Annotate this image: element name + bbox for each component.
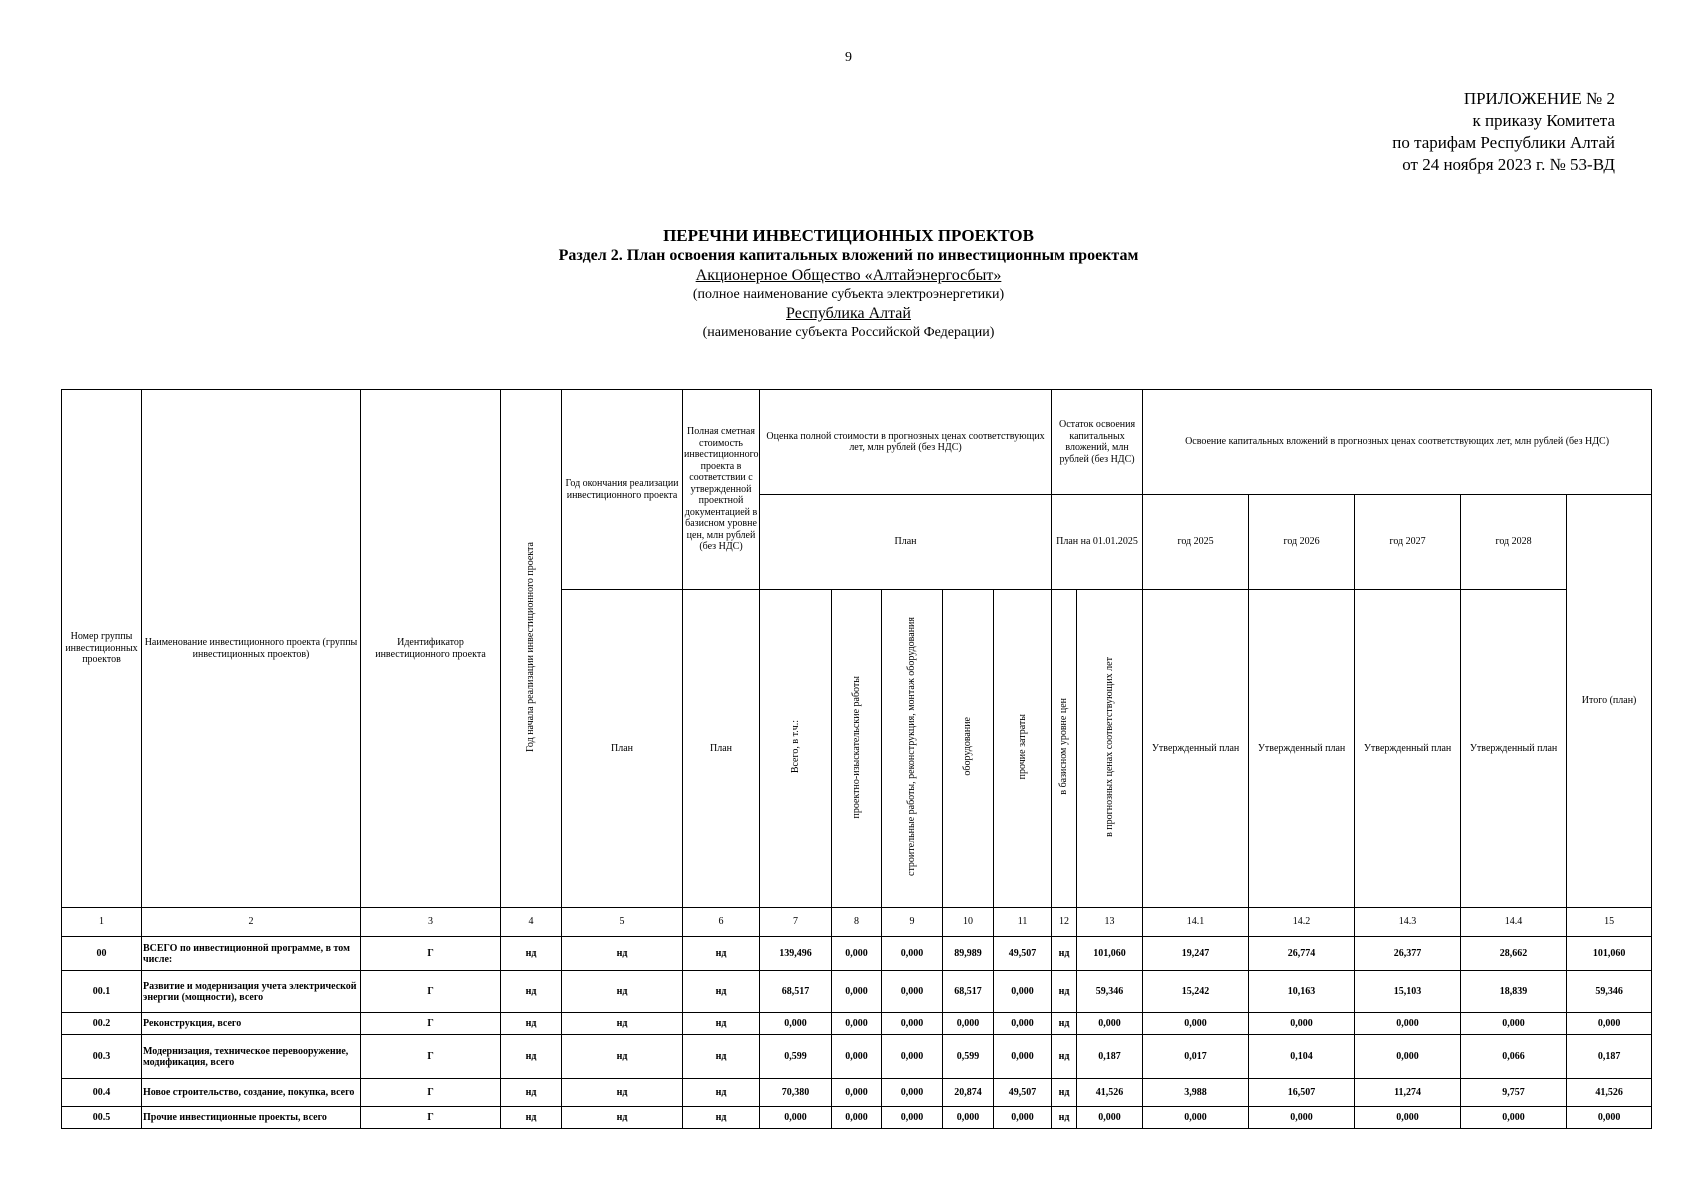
table-cell: 49,507 bbox=[994, 1079, 1052, 1107]
table-cell: 0,000 bbox=[943, 1013, 994, 1035]
table-cell: 26,377 bbox=[1355, 937, 1461, 971]
column-number-cell: 9 bbox=[882, 908, 943, 937]
table-cell: 139,496 bbox=[760, 937, 832, 971]
table-cell: Г bbox=[361, 1035, 501, 1079]
column-number-cell: 2 bbox=[142, 908, 361, 937]
table-cell: нд bbox=[683, 1079, 760, 1107]
header-identifier: Идентификатор инвестиционного проекта bbox=[361, 390, 501, 908]
header-year-2028: год 2028 bbox=[1461, 495, 1567, 590]
table-cell: нд bbox=[1052, 937, 1077, 971]
table-row bbox=[62, 1035, 1652, 1079]
appendix-line-2: к приказу Комитета bbox=[1472, 111, 1615, 130]
table-cell: 0,000 bbox=[882, 1035, 943, 1079]
table-row bbox=[62, 937, 1652, 971]
table-cell: 0,000 bbox=[1249, 1013, 1355, 1035]
table-cell: 70,380 bbox=[760, 1079, 832, 1107]
header-total-incl bbox=[760, 590, 832, 908]
header-year-2027: год 2027 bbox=[1355, 495, 1461, 590]
table-cell: нд bbox=[683, 971, 760, 1013]
table-cell: 19,247 bbox=[1143, 937, 1249, 971]
table-cell: нд bbox=[1052, 1035, 1077, 1079]
column-numbers bbox=[62, 908, 1652, 937]
table-cell: нд bbox=[501, 1013, 562, 1035]
table-cell: 59,346 bbox=[1567, 971, 1652, 1013]
table-cell: 0,187 bbox=[1567, 1035, 1652, 1079]
table-cell: 10,163 bbox=[1249, 971, 1355, 1013]
column-number-cell: 6 bbox=[683, 908, 760, 937]
table-cell: 0,000 bbox=[994, 1013, 1052, 1035]
table-row bbox=[62, 1079, 1652, 1107]
header-estimate: Оценка полной стоимости в прогнозных ценах соответствующих лет, млн рублей (без НДС) bbox=[760, 390, 1052, 495]
table-cell: нд bbox=[1052, 1079, 1077, 1107]
table-cell: 0,599 bbox=[760, 1035, 832, 1079]
row-number-cell: 00.5 bbox=[62, 1107, 142, 1129]
header-approved-2026: Утвержденный план bbox=[1249, 590, 1355, 908]
header-full-cost: Полная сметная стоимость инвестиционного проекта в соответствии с утвержденной проектной документацией в базисном уровне цен, млн рублей (без НДС) bbox=[683, 390, 760, 590]
table-cell: Г bbox=[361, 1013, 501, 1035]
document-subtitle: Раздел 2. План освоения капитальных вложений по инвестиционным проектам bbox=[558, 247, 1139, 264]
table-cell: Г bbox=[361, 937, 501, 971]
table-cell: 0,000 bbox=[882, 937, 943, 971]
header-approved-2025: Утвержденный план bbox=[1143, 590, 1249, 908]
table-cell: нд bbox=[1052, 1013, 1077, 1035]
table-cell: 101,060 bbox=[1567, 937, 1652, 971]
header-group-number: Номер группы инвестиционных проектов bbox=[62, 390, 142, 908]
header-construction bbox=[882, 590, 943, 908]
column-number-row bbox=[62, 908, 1652, 937]
header-forecast-prices bbox=[1077, 590, 1143, 908]
table-cell: 68,517 bbox=[760, 971, 832, 1013]
table-cell: 59,346 bbox=[1077, 971, 1143, 1013]
row-name-cell: Новое строительство, создание, покупка, всего bbox=[142, 1079, 361, 1107]
header-year-2025: год 2025 bbox=[1143, 495, 1249, 590]
table-cell: 101,060 bbox=[1077, 937, 1143, 971]
table-cell: нд bbox=[562, 1035, 683, 1079]
header-full-cost-plan: План bbox=[683, 590, 760, 908]
table-cell: 0,000 bbox=[1143, 1013, 1249, 1035]
table-cell: 20,874 bbox=[943, 1079, 994, 1107]
table-cell: 0,000 bbox=[832, 937, 882, 971]
header-remainder: Остаток освоения капитальных вложений, млн рублей (без НДС) bbox=[1052, 390, 1143, 495]
table-cell: нд bbox=[683, 937, 760, 971]
table-cell: 0,017 bbox=[1143, 1035, 1249, 1079]
appendix-line-3: по тарифам Республики Алтай bbox=[1392, 133, 1615, 152]
table-cell: 0,187 bbox=[1077, 1035, 1143, 1079]
table-cell: 0,000 bbox=[760, 1013, 832, 1035]
table-cell: нд bbox=[683, 1107, 760, 1129]
table-cell: 0,000 bbox=[1077, 1107, 1143, 1129]
header-end-year-plan: План bbox=[562, 590, 683, 908]
table-cell: 0,066 bbox=[1461, 1035, 1567, 1079]
table-cell: нд bbox=[1052, 1107, 1077, 1129]
table-cell: 0,000 bbox=[760, 1107, 832, 1129]
table-cell: 0,000 bbox=[1249, 1107, 1355, 1129]
table-cell: Г bbox=[361, 1107, 501, 1129]
table-cell: 26,774 bbox=[1249, 937, 1355, 971]
table-cell: 0,000 bbox=[1355, 1107, 1461, 1129]
table-cell: нд bbox=[562, 1107, 683, 1129]
row-name-cell: Модернизация, техническое перевооружение, модификация, всего bbox=[142, 1035, 361, 1079]
row-name-cell: ВСЕГО по инвестиционной программе, в том числе: bbox=[142, 937, 361, 971]
table-row bbox=[62, 1013, 1652, 1035]
table-cell: 18,839 bbox=[1461, 971, 1567, 1013]
header-survey bbox=[832, 590, 882, 908]
column-number-cell: 3 bbox=[361, 908, 501, 937]
table-cell: нд bbox=[562, 971, 683, 1013]
header-base-prices bbox=[1052, 590, 1077, 908]
document-header bbox=[0, 226, 1697, 342]
header-year-2026: год 2026 bbox=[1249, 495, 1355, 590]
column-number-cell: 14.1 bbox=[1143, 908, 1249, 937]
region-note: (наименование субъекта Российской Федерации) bbox=[702, 325, 995, 340]
table-cell: нд bbox=[683, 1035, 760, 1079]
table-cell: 0,000 bbox=[1355, 1035, 1461, 1079]
header-start-year-text: Год начала реализации инвестиционного проекта bbox=[525, 541, 537, 752]
table-cell: нд bbox=[501, 1079, 562, 1107]
table-cell: 49,507 bbox=[994, 937, 1052, 971]
appendix-line-4: от 24 ноября 2023 г. № 53-ВД bbox=[1402, 155, 1615, 174]
table-cell: 0,000 bbox=[832, 1079, 882, 1107]
table-cell: 0,000 bbox=[832, 1013, 882, 1035]
row-number-cell: 00.2 bbox=[62, 1013, 142, 1035]
table-cell: 0,000 bbox=[1567, 1013, 1652, 1035]
table-cell: нд bbox=[683, 1013, 760, 1035]
table-row bbox=[62, 971, 1652, 1013]
header-base-prices-text: в базисном уровне цен bbox=[1058, 698, 1070, 796]
column-number-cell: 13 bbox=[1077, 908, 1143, 937]
table-cell: нд bbox=[501, 1035, 562, 1079]
table-cell: 0,000 bbox=[994, 1035, 1052, 1079]
table-cell: 41,526 bbox=[1567, 1079, 1652, 1107]
table-cell: 0,000 bbox=[832, 1107, 882, 1129]
table-cell: 68,517 bbox=[943, 971, 994, 1013]
table-cell: 0,000 bbox=[1355, 1013, 1461, 1035]
header-approved-2028: Утвержденный план bbox=[1461, 590, 1567, 908]
header-other bbox=[994, 590, 1052, 908]
table-cell: 0,000 bbox=[832, 1035, 882, 1079]
table-cell: Г bbox=[361, 971, 501, 1013]
table-cell: 89,989 bbox=[943, 937, 994, 971]
investment-table bbox=[61, 389, 1652, 1129]
table-cell: 0,104 bbox=[1249, 1035, 1355, 1079]
table-cell: нд bbox=[501, 971, 562, 1013]
header-start-year bbox=[501, 390, 562, 908]
row-name-cell: Реконструкция, всего bbox=[142, 1013, 361, 1035]
table-cell: 0,000 bbox=[994, 971, 1052, 1013]
table-cell: 41,526 bbox=[1077, 1079, 1143, 1107]
column-number-cell: 14.2 bbox=[1249, 908, 1355, 937]
column-number-cell: 5 bbox=[562, 908, 683, 937]
table-cell: 0,000 bbox=[1143, 1107, 1249, 1129]
column-number-cell: 10 bbox=[943, 908, 994, 937]
column-number-cell: 14.3 bbox=[1355, 908, 1461, 937]
table-cell: нд bbox=[562, 1013, 683, 1035]
header-estimate-plan: План bbox=[760, 495, 1052, 590]
header-approved-2027: Утвержденный план bbox=[1355, 590, 1461, 908]
header-equipment bbox=[943, 590, 994, 908]
table-cell: нд bbox=[501, 937, 562, 971]
appendix-block bbox=[1392, 88, 1615, 176]
table-cell: нд bbox=[1052, 971, 1077, 1013]
row-name-cell: Развитие и модернизация учета электрической энергии (мощности), всего bbox=[142, 971, 361, 1013]
table-cell: 0,000 bbox=[1077, 1013, 1143, 1035]
header-other-text: прочие затраты bbox=[1016, 714, 1028, 780]
region-name: Республика Алтай bbox=[786, 305, 911, 322]
table-cell: 0,000 bbox=[943, 1107, 994, 1129]
table-cell: 0,000 bbox=[882, 1107, 943, 1129]
table-cell: 9,757 bbox=[1461, 1079, 1567, 1107]
table-cell: 3,988 bbox=[1143, 1079, 1249, 1107]
header-survey-text: проектно-изыскательские работы bbox=[850, 675, 862, 818]
table-cell: 28,662 bbox=[1461, 937, 1567, 971]
table-cell: нд bbox=[501, 1107, 562, 1129]
header-construction-text: строительные работы, реконструкция, монтаж оборудования bbox=[906, 617, 918, 877]
row-number-cell: 00.1 bbox=[62, 971, 142, 1013]
header-forecast-prices-text: в прогнозных ценах соответствующих лет bbox=[1103, 656, 1115, 837]
company-name: Акционерное Общество «Алтайэнергосбыт» bbox=[695, 267, 1002, 284]
page-number: 9 bbox=[845, 50, 852, 65]
appendix-line-1: ПРИЛОЖЕНИЕ № 2 bbox=[1463, 89, 1615, 108]
table-cell: 0,000 bbox=[994, 1107, 1052, 1129]
row-name-cell: Прочие инвестиционные проекты, всего bbox=[142, 1107, 361, 1129]
table-body bbox=[62, 937, 1652, 1129]
table-cell: Г bbox=[361, 1079, 501, 1107]
table-cell: 0,000 bbox=[1461, 1013, 1567, 1035]
column-number-cell: 14.4 bbox=[1461, 908, 1567, 937]
table-cell: 0,000 bbox=[832, 971, 882, 1013]
table-cell: 0,000 bbox=[1567, 1107, 1652, 1129]
header-end-year: Год окончания реализации инвестиционного проекта bbox=[562, 390, 683, 590]
table-cell: 16,507 bbox=[1249, 1079, 1355, 1107]
header-project-name: Наименование инвестиционного проекта (группы инвестиционных проектов) bbox=[142, 390, 361, 908]
column-number-cell: 11 bbox=[994, 908, 1052, 937]
table-cell: 0,000 bbox=[882, 971, 943, 1013]
column-number-cell: 15 bbox=[1567, 908, 1652, 937]
table-cell: 0,599 bbox=[943, 1035, 994, 1079]
table-cell: нд bbox=[562, 937, 683, 971]
row-number-cell: 00.4 bbox=[62, 1079, 142, 1107]
table-cell: 0,000 bbox=[1461, 1107, 1567, 1129]
header-mastering: Освоение капитальных вложений в прогнозных ценах соответствующих лет, млн рублей (без НДС) bbox=[1143, 390, 1652, 495]
column-number-cell: 8 bbox=[832, 908, 882, 937]
table-cell: 0,000 bbox=[882, 1079, 943, 1107]
table-cell: 15,242 bbox=[1143, 971, 1249, 1013]
table-row bbox=[62, 1107, 1652, 1129]
column-number-cell: 1 bbox=[62, 908, 142, 937]
header-equipment-text: оборудование bbox=[962, 717, 974, 777]
column-number-cell: 7 bbox=[760, 908, 832, 937]
header-total: Итого (план) bbox=[1567, 495, 1652, 908]
header-total-incl-text: Всего, в т.ч.: bbox=[789, 720, 801, 774]
company-note: (полное наименование субъекта электроэнергетики) bbox=[692, 287, 1005, 302]
document-title: ПЕРЕЧНИ ИНВЕСТИЦИОННЫХ ПРОЕКТОВ bbox=[663, 226, 1034, 245]
table-cell: 15,103 bbox=[1355, 971, 1461, 1013]
row-number-cell: 00 bbox=[62, 937, 142, 971]
column-number-cell: 4 bbox=[501, 908, 562, 937]
table-cell: 0,000 bbox=[882, 1013, 943, 1035]
row-number-cell: 00.3 bbox=[62, 1035, 142, 1079]
table-cell: 11,274 bbox=[1355, 1079, 1461, 1107]
header-plan-date: План на 01.01.2025 bbox=[1052, 495, 1143, 590]
column-number-cell: 12 bbox=[1052, 908, 1077, 937]
table-cell: нд bbox=[562, 1079, 683, 1107]
